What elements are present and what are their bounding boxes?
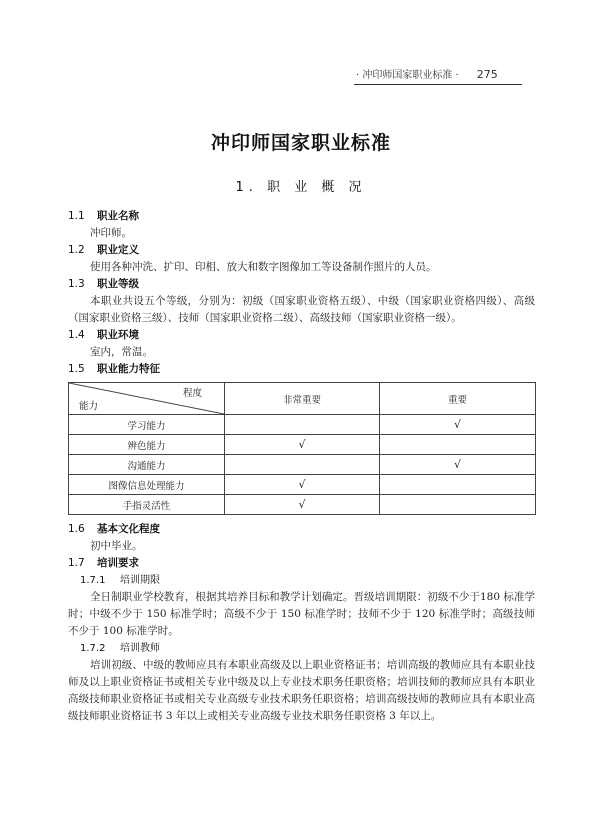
column-header-important: 重要 xyxy=(380,383,536,415)
section-heading-1-7 xyxy=(68,555,535,572)
section-title: 职业能力特征 xyxy=(97,363,160,375)
check-mark-important: √ xyxy=(380,455,536,475)
subsection-number: 1.7.2 xyxy=(80,643,106,654)
section-number: 1.2 xyxy=(68,244,85,256)
table-row xyxy=(69,415,536,435)
ability-name: 学习能力 xyxy=(69,415,225,435)
section-number: 1.6 xyxy=(68,523,85,535)
check-mark-very-important: √ xyxy=(225,475,380,495)
subsection-title: 培训教师 xyxy=(120,643,160,654)
check-mark-important xyxy=(380,475,536,495)
ability-table xyxy=(68,382,536,515)
section-heading-1-1 xyxy=(68,208,535,225)
ability-name: 手指灵活性 xyxy=(69,495,225,515)
subsection-heading-1-7-2 xyxy=(68,640,535,657)
subsection-text-1-7-2: 培训初级、中级的教师应具有本职业高级及以上职业资格证书；培训高级的教师应具有本职业技师及以上职业资格证书或相关专业中级及以上专业技术职务任职资格；培训技师的教师应具有本职业高级技师职业资格证书或相关专业高级专业技术职务任职资格；培训高级技师的教师应具有本职业高级技师职业资格证书 3 年以上或相关专业高级专业技术职务任职资格 3 年以上。 xyxy=(68,659,535,722)
section-text-1-3: 本职业共设五个等级，分别为：初级（国家职业资格五级）、中级（国家职业资格四级）、高级（国家职业资格三级）、技师（国家职业资格二级）、高级技师（国家职业资格一级）。 xyxy=(68,295,535,324)
subsection-title: 培训期限 xyxy=(120,575,160,586)
corner-label-ability: 能力 xyxy=(79,401,99,412)
section-title: 职业名称 xyxy=(97,210,139,222)
section-text-1-1: 冲印师。 xyxy=(90,227,132,239)
document-body xyxy=(68,208,535,725)
section-text-1-6: 初中毕业。 xyxy=(90,540,143,552)
subsection-text-1-7-1: 全日制职业学校教育，根据其培养目标和教学计划确定。晋级培训期限：初级不少于180 标准学时；中级不少于 150 标准学时；高级不少于 150 标准学时；技师不少于 120 标准学时；高级技师不少于 100 标准学时。 xyxy=(68,591,535,637)
table-row xyxy=(69,435,536,455)
section-number: 1.1 xyxy=(68,210,85,222)
ability-name: 辨色能力 xyxy=(69,435,225,455)
ability-name: 沟通能力 xyxy=(69,455,225,475)
corner-label-degree: 程度 xyxy=(182,388,202,399)
column-header-very-important: 非常重要 xyxy=(225,383,380,415)
check-mark-very-important xyxy=(225,455,380,475)
check-mark-important xyxy=(380,435,536,455)
section-title: 培训要求 xyxy=(97,557,139,569)
check-mark-important xyxy=(380,495,536,515)
section-title: 职业等级 xyxy=(97,278,139,290)
section-heading-1-3 xyxy=(68,276,535,293)
subsection-heading-1-7-1 xyxy=(68,572,535,589)
running-title: · 冲印师国家职业标准 · xyxy=(356,70,459,81)
section-title: 职业环境 xyxy=(97,329,139,341)
section-heading-1-6 xyxy=(68,521,535,538)
table-row xyxy=(69,455,536,475)
section-text-1-2: 使用各种冲洗、扩印、印相、放大和数字图像加工等设备制作照片的人员。 xyxy=(90,261,437,273)
section-number: 1.7 xyxy=(68,557,85,569)
table-row xyxy=(69,475,536,495)
table-row xyxy=(69,495,536,515)
table-header-row xyxy=(69,383,536,415)
running-header xyxy=(356,66,522,81)
section-heading-1-5 xyxy=(68,361,535,378)
table-corner-cell xyxy=(69,383,225,415)
section-title: 职业定义 xyxy=(97,244,139,256)
section-number: 1.5 xyxy=(68,363,85,375)
page-title: 冲印师国家职业标准 xyxy=(210,132,391,154)
check-mark-important: √ xyxy=(380,415,536,435)
section-heading-1-2 xyxy=(68,242,535,259)
header-rule xyxy=(354,84,522,85)
section-heading-1-4 xyxy=(68,327,535,344)
page-number: 275 xyxy=(476,68,498,81)
section-text-1-4: 室内，常温。 xyxy=(90,346,153,358)
check-mark-very-important: √ xyxy=(225,435,380,455)
check-mark-very-important: √ xyxy=(225,495,380,515)
section-title: 基本文化程度 xyxy=(97,523,160,535)
section-number: 1.3 xyxy=(68,278,85,290)
section-number: 1.4 xyxy=(68,329,85,341)
ability-name: 图像信息处理能力 xyxy=(69,475,225,495)
subsection-number: 1.7.1 xyxy=(80,575,106,586)
chapter-heading: 1. 职 业 概 况 xyxy=(235,180,367,195)
check-mark-very-important xyxy=(225,415,380,435)
